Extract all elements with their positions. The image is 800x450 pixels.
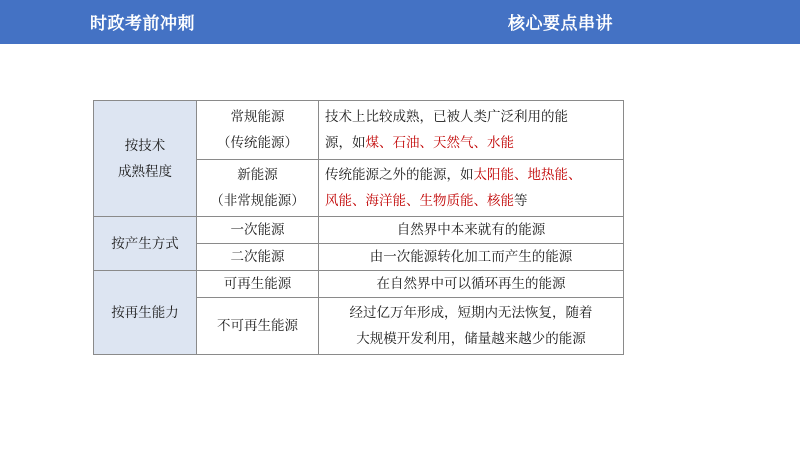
type-label: 新能源 (237, 167, 278, 183)
type-cell (197, 217, 319, 244)
description-cell (319, 217, 624, 244)
type-cell (197, 271, 319, 298)
highlight-term: 风能 (325, 193, 352, 209)
highlight-term: 地热能 (527, 167, 568, 183)
category-cell (94, 217, 197, 271)
highlight-term: 水能 (487, 135, 514, 151)
highlight-term: 石油 (392, 135, 420, 151)
description-text: 源，如煤、石油、天然气、水能 (325, 135, 514, 151)
description-text: 风能、海洋能、生物质能、核能等 (325, 193, 528, 209)
category-label: 成熟程度 (118, 163, 172, 180)
highlight-term: 生物质能 (419, 193, 474, 209)
description-cell (319, 160, 624, 217)
type-label: （非常规能源） (210, 193, 305, 209)
category-label: 按技术 (124, 137, 166, 154)
description-cell (319, 271, 624, 298)
category-label: 按再生能力 (111, 304, 179, 321)
description-cell (319, 298, 624, 355)
type-label: 不可再生能源 (217, 318, 298, 334)
description-text: 传统能源之外的能源，如太阳能、地热能、 (325, 167, 582, 183)
type-cell (197, 244, 319, 271)
header-right-title: 核心要点串讲 (508, 14, 613, 34)
table-row (94, 271, 624, 298)
type-cell (197, 101, 319, 160)
type-label: 一次能源 (230, 222, 285, 238)
description-text: 自然界中本来就有的能源 (396, 222, 546, 238)
category-label: 按产生方式 (111, 235, 179, 252)
highlight-term: 海洋能 (365, 193, 406, 209)
table-row (94, 101, 624, 160)
description-cell (319, 244, 624, 271)
type-label: 可再生能源 (223, 276, 292, 292)
category-cell (94, 101, 197, 217)
highlight-term: 煤 (365, 135, 379, 151)
description-text: 技术上比较成熟，已被人类广泛利用的能 (325, 109, 568, 125)
table-row (94, 217, 624, 244)
type-label: 二次能源 (230, 249, 285, 265)
highlight-term: 核能 (487, 193, 514, 209)
description-text: 大规模开发利用，储量越来越少的能源 (356, 331, 586, 347)
type-cell (197, 298, 319, 355)
description-cell (319, 101, 624, 160)
highlight-term: 太阳能 (473, 167, 514, 183)
header-bar (0, 0, 800, 44)
description-text: 由一次能源转化加工而产生的能源 (369, 249, 573, 265)
energy-classification-table (93, 100, 624, 355)
type-label: 常规能源 (230, 109, 285, 125)
header-left-title: 时政考前冲刺 (90, 14, 195, 34)
description-text: 在自然界中可以循环再生的能源 (376, 276, 566, 292)
highlight-term: 天然气 (433, 135, 474, 151)
type-cell (197, 160, 319, 217)
category-cell (94, 271, 197, 355)
type-label: （传统能源） (217, 135, 298, 151)
description-text: 经过亿万年形成，短期内无法恢复，随着 (349, 305, 593, 321)
